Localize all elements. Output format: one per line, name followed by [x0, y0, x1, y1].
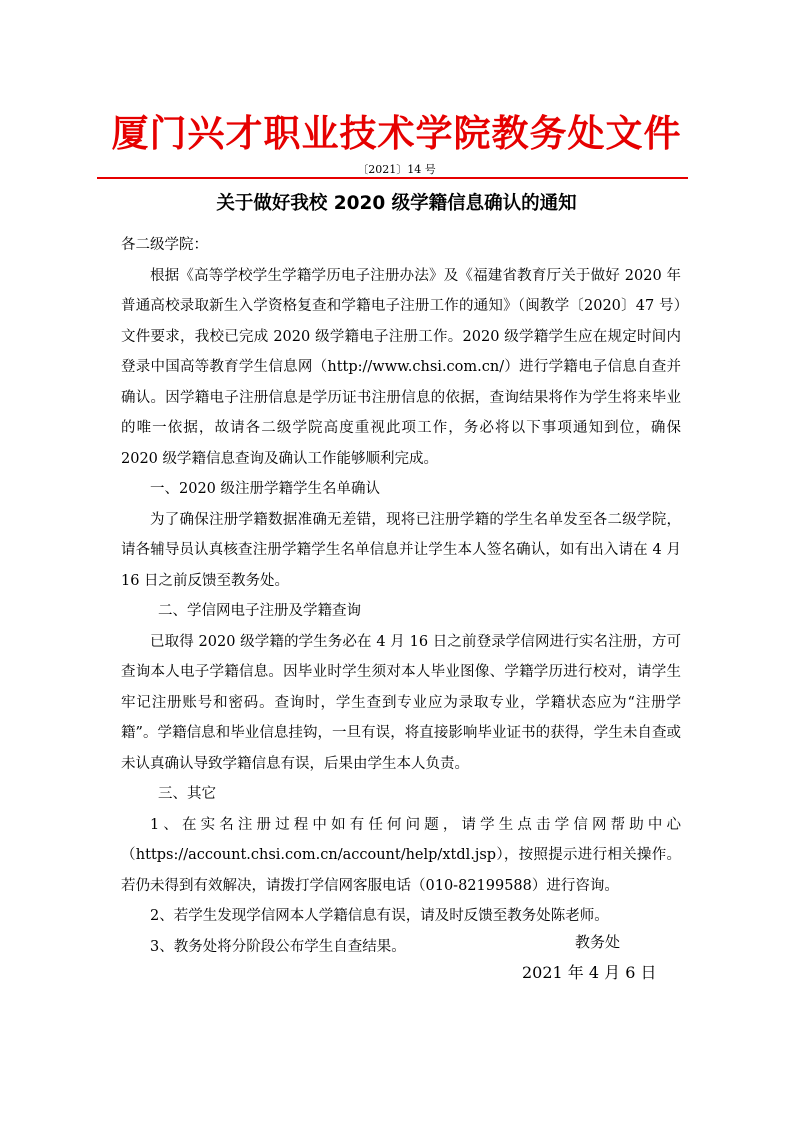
section-3-item: 2、若学生发现学信网本人学籍信息有误，请及时反馈至教务处陈老师。 — [150, 908, 609, 924]
document-header-title: 厦门兴才职业技术学院教务处文件 — [111, 111, 682, 155]
section-3-heading: 三、其它 — [158, 786, 216, 802]
notice-title: 关于做好我校 2020 级学籍信息确认的通知 — [216, 193, 577, 214]
section-1-body: 为了确保注册学籍数据准确无差错，现将已注册学籍的学生名单发至各二级学院，请各辅导员认真核查注册学籍学生名单信息并让学生本人签名确认，如有出入请在 4 月 16 日之前反馈至教务处。 — [121, 511, 681, 589]
notice-body — [121, 230, 681, 962]
section-1-heading: 一、2020 级注册学籍学生名单确认 — [150, 481, 381, 497]
signature-date: 2021 年 4 月 6 日 — [522, 963, 657, 982]
signature-organization: 教务处 — [575, 933, 621, 951]
section-3-item: 3、教务处将分阶段公布学生自查结果。 — [150, 938, 406, 955]
section-2-body: 已取得 2020 级学籍的学生务必在 4 月 16 日之前登录学信网进行实名注册，方可查询本人电子学籍信息。因毕业时学生须对本人毕业图像、学籍学历进行校对，请学生牢记注册账号和密码。查询时，学生查到专业应为录取专业，学籍状态应为“注册学籍”。学籍信息和毕业信息挂钩，一旦有误，将直接影响毕业证书的获得，学生未自查或未认真确认导致学籍信息有误，后果由学生本人负责。 — [121, 633, 681, 772]
header-divider — [97, 177, 688, 179]
intro-paragraph: 根据《高等学校学生学籍学历电子注册办法》及《福建省教育厅关于做好 2020 年普通高校录取新生入学资格复查和学籍电子注册工作的通知》（闽教学〔2020〕47 号）文件要求，我校已完成 2020 级学籍电子注册工作。2020 级学籍学生应在规定时间内登录中国高等教育学生信息网（http://www.chsi.com.cn/）进行学籍电子信息自查并确认。因学籍电子注册信息是学历证书注册信息的依据，查询结果将作为学生将来毕业的唯一依据，故请各二级学院高度重视此项工作，务必将以下事项通知到位，确保 2020 级学籍信息查询及确认工作能够顺利完成。 — [121, 267, 681, 467]
section-3-item: 1、在实名注册过程中如有任何问题，请学生点击学信网帮助中心（https://account.chsi.com.cn/account/help/xtdl.jsp），按照提示进行相关操作。若仍未得到有效解决，请拨打学信网客服电话（010-82199588）进行咨询。 — [121, 816, 681, 894]
section-2-heading: 二、学信网电子注册及学籍查询 — [158, 603, 361, 619]
salutation: 各二级学院： — [121, 237, 208, 253]
document-number: 〔2021〕14 号 — [357, 163, 436, 176]
